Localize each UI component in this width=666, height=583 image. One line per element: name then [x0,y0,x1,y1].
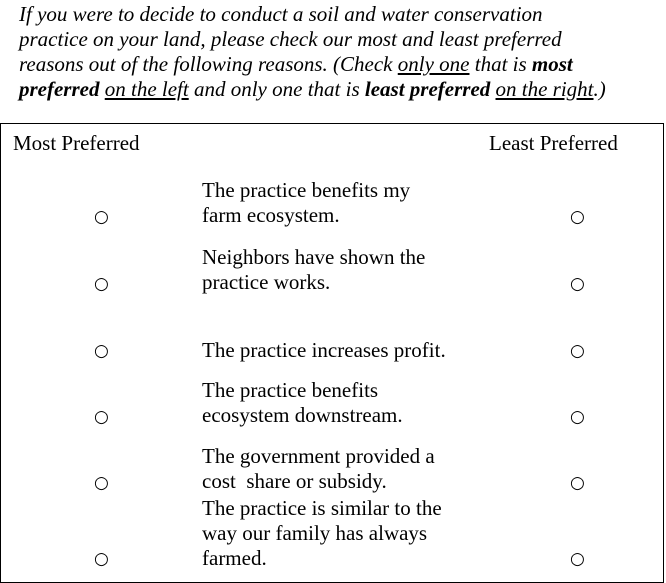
most-preferred-radio-4[interactable]: ○ [94,407,109,427]
most-preferred-radio-5[interactable]: ○ [94,473,109,493]
on-the-right-text: on the right [495,77,594,101]
most-emphasis: most [531,52,573,76]
closing-text: .) [593,77,606,101]
question-line-3: reasons out of the following reasons. (Check [19,52,398,76]
least-preferred-radio-4[interactable]: ○ [570,407,585,427]
least-preferred-header: Least Preferred [489,131,618,155]
least-preferred-radio-3[interactable]: ○ [570,341,585,361]
only-one-text: only one [397,52,470,76]
on-the-left-text: on the left [104,77,189,101]
most-preferred-radio-6[interactable]: ○ [94,549,109,569]
most-preferred-radio-1[interactable]: ○ [94,207,109,227]
least-preferred-radio-5[interactable]: ○ [570,473,585,493]
question-text [19,2,659,102]
least-preferred-radio-1[interactable]: ○ [570,207,585,227]
reason-text-3: The practice increases profit. [202,338,446,362]
least-preferred-emphasis: least preferred [364,77,491,101]
least-preferred-radio-2[interactable]: ○ [570,274,585,294]
and-only-one-text: and only one that is [188,77,365,101]
reason-text-4: The practice benefits ecosystem downstream. [202,378,403,427]
reason-text-1: The practice benefits my farm ecosystem. [202,178,411,227]
least-preferred-radio-6[interactable]: ○ [570,549,585,569]
most-preferred-radio-3[interactable]: ○ [94,341,109,361]
preferred-emphasis: preferred [19,77,100,101]
most-preferred-radio-2[interactable]: ○ [94,274,109,294]
reason-text-6: The practice is similar to the way our family has always farmed. [202,496,442,570]
reason-text-2: Neighbors have shown the practice works. [202,245,426,294]
reason-text-5: The government provided a cost share or subsidy. [202,444,435,493]
most-preferred-header: Most Preferred [13,131,140,155]
question-line-1: If you were to decide to conduct a soil and water conservation [19,2,543,26]
that-is-text: that is [469,52,532,76]
question-line-2: practice on your land, please check our most and least preferred [19,27,562,51]
